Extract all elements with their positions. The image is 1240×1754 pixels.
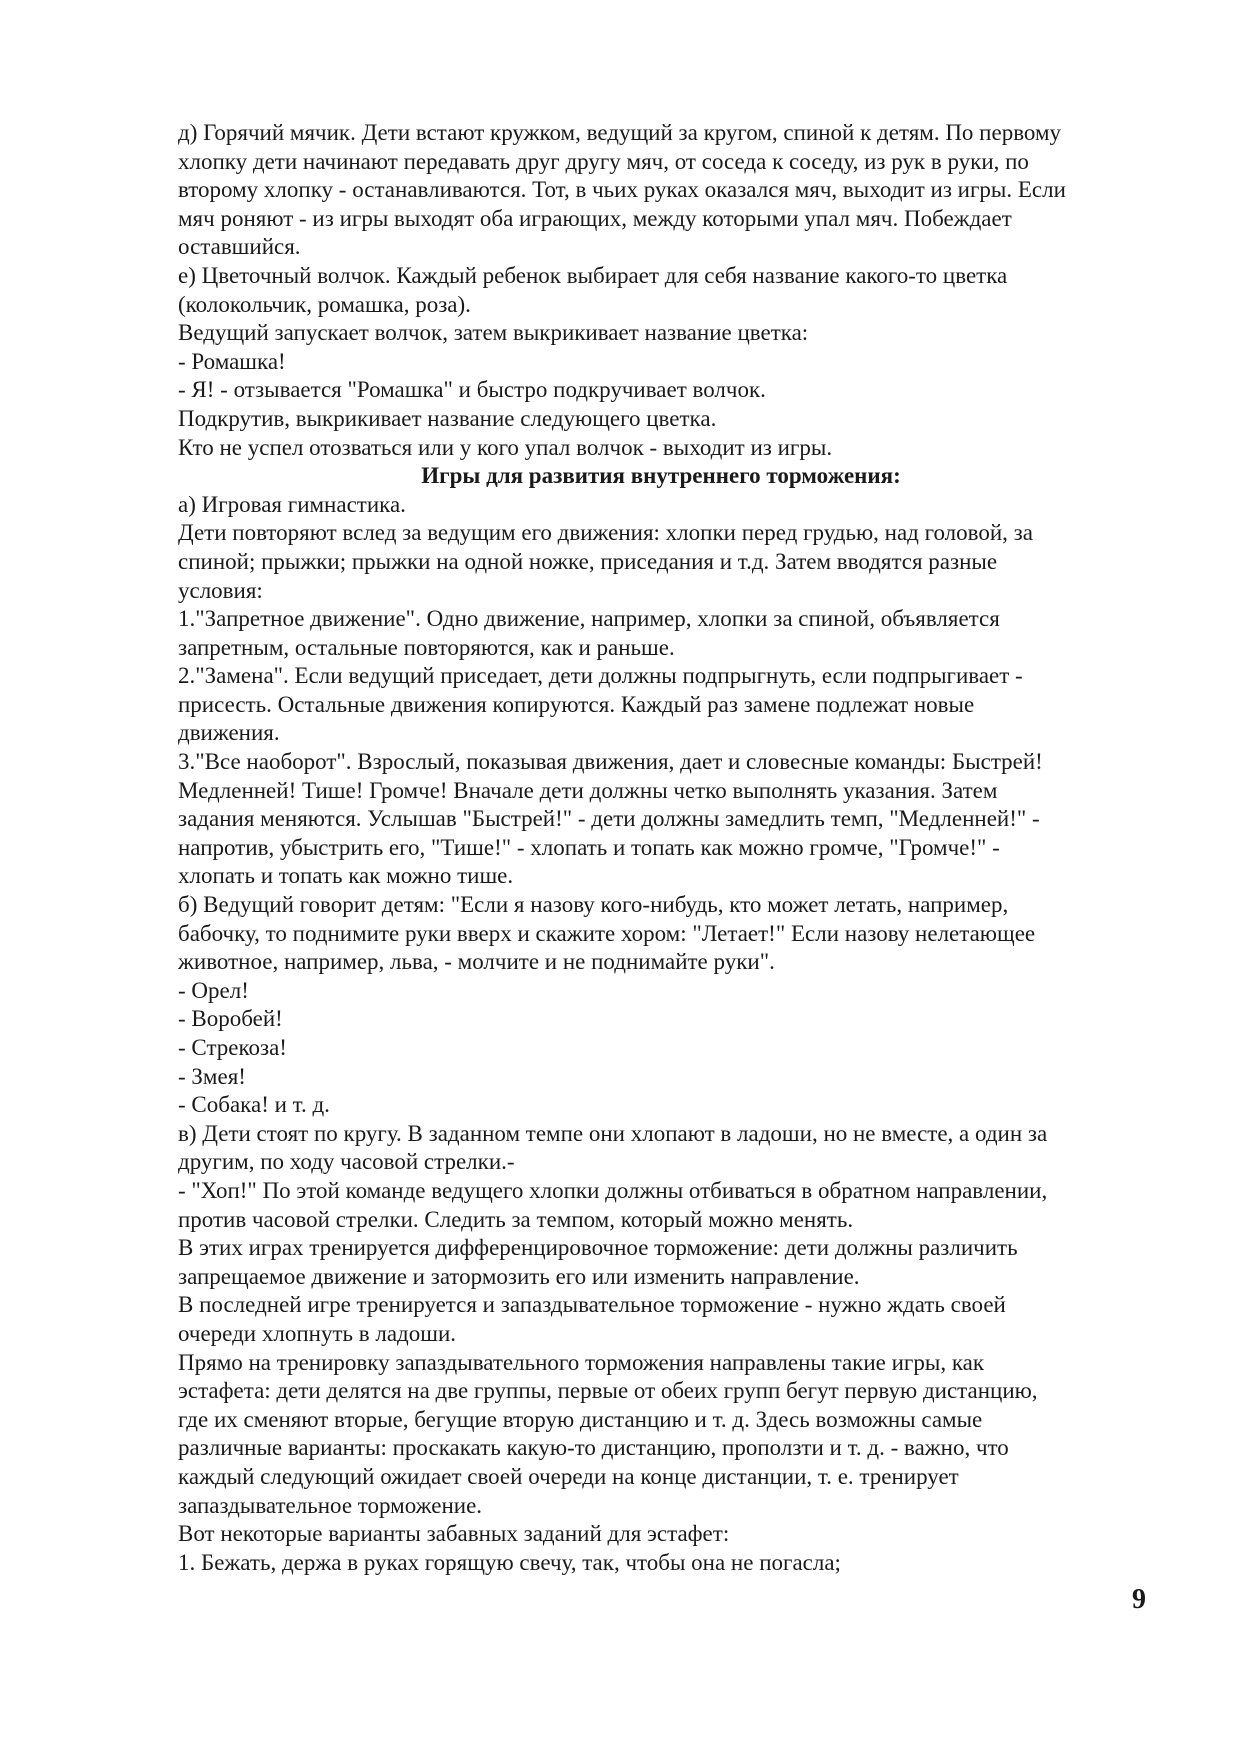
text-line: - Орел! (178, 977, 249, 1003)
text-line: присесть. Остальные движения копируются. Каждый раз замене подлежат новые (178, 691, 975, 717)
text-line: а) Игровая гимнастика. (178, 491, 406, 517)
text-line: Вот некоторые варианты забавных заданий для эстафет: (178, 1521, 730, 1547)
text-line: животное, например, льва, - молчите и не поднимайте руки". (178, 949, 775, 975)
text-line: спиной; прыжки; прыжки на одной ножке, приседания и т.д. Затем вводятся разные (178, 548, 998, 574)
text-line: движения. (178, 720, 280, 746)
text-line: д) Горячий мячик. Дети встают кружком, ведущий за кругом, спиной к детям. По первому (178, 120, 1062, 145)
section-heading: Игры для развития внутреннего торможения: (421, 463, 901, 489)
text-line: Дети повторяют вслед за ведущим его движения: хлопки перед грудью, над головой, за (178, 520, 1033, 546)
text-line: - Я! - отзывается "Ромашка" и быстро подкручивает волчок. (178, 377, 766, 403)
text-line: - "Хоп!" По этой команде ведущего хлопки должны отбиваться в обратном направлении, (178, 1177, 1048, 1203)
text-line: где их сменяют вторые, бегущие вторую дистанцию и т. д. Здесь возможны самые (178, 1406, 983, 1432)
text-line: Ведущий запускает волчок, затем выкрикивает название цветка: (178, 320, 809, 346)
text-line: е) Цветочный волчок. Каждый ребенок выбирает для себя название какого-то цветка (178, 262, 1008, 288)
text-line: - Змея! (178, 1063, 246, 1089)
text-line: Медленней! Тише! Громче! Вначале дети должны четко выполнять указания. Затем (178, 777, 998, 803)
text-line: оставшийся. (178, 234, 301, 260)
text-line: каждый следующий ожидает своей очереди на конце дистанции, т. е. тренирует (178, 1463, 959, 1489)
text-line: 1. Бежать, держа в руках горящую свечу, так, чтобы она не погасла; (178, 1549, 841, 1575)
text-line: хлопать и топать как можно тише. (178, 863, 514, 889)
text-line: другим, по ходу часовой стрелки.- (178, 1149, 515, 1175)
text-line: - Ромашка! (178, 348, 286, 374)
text-line: 2."Замена". Если ведущий приседает, дети должны подпрыгнуть, если подпрыгивает - (178, 663, 1023, 689)
page-number: 9 (1132, 1584, 1146, 1615)
text-line: хлопку дети начинают передавать друг другу мяч, от соседа к соседу, из рук в руки, по (178, 148, 1029, 174)
text-line: Подкрутив, выкрикивает название следующего цветка. (178, 405, 717, 431)
text-line: - Воробей! (178, 1006, 283, 1032)
text-line: бабочку, то поднимите руки вверх и скажите хором: "Летает!" Если назову нелетающее (178, 920, 1036, 946)
text-line: б) Ведущий говорит детям: "Если я назову кого-нибудь, кто может летать, например, (178, 892, 1009, 918)
text-line: условия: (178, 577, 263, 603)
text-line: второму хлопку - останавливаются. Тот, в чьих руках оказался мяч, выходит из игры. Если (178, 177, 1066, 203)
text-line: (колокольчик, ромашка, роза). (178, 291, 471, 317)
text-line: 3."Все наоборот". Взрослый, показывая движения, дает и словесные команды: Быстрей! (178, 749, 1043, 775)
text-line: - Стрекоза! (178, 1035, 287, 1060)
text-line: В последней игре тренируется и запаздывательное торможение - нужно ждать своей (178, 1292, 1006, 1318)
text-line: запретным, остальные повторяются, как и раньше. (178, 634, 675, 660)
text-line: Кто не успел отозваться или у кого упал волчок - выходит из игры. (178, 434, 833, 460)
text-block-top (178, 119, 1144, 462)
text-line: против часовой стрелки. Следить за темпом, который можно менять. (178, 1206, 854, 1232)
body-text (178, 119, 1144, 1577)
text-line: запрещаемое движение и затормозить его или изменить направление. (178, 1263, 860, 1289)
text-line: напротив, убыстрить его, "Тише!" - хлопать и топать как можно громче, "Громче!" - (178, 834, 1000, 860)
text-line: различные варианты: проскакать какую-то дистанцию, проползти и т. д. - важно, что (178, 1435, 1009, 1461)
text-line: очереди хлопнуть в ладоши. (178, 1320, 456, 1346)
text-line: мяч роняют - из игры выходят оба играющих, между которыми упал мяч. Побеждает (178, 205, 1012, 231)
text-line: в) Дети стоят по кругу. В заданном темпе они хлопают в ладоши, но не вместе, а один за (178, 1120, 1048, 1146)
text-line: В этих играх тренируется дифференцировочное торможение: дети должны различить (178, 1235, 1018, 1261)
text-line: Прямо на тренировку запаздывательного торможения направлены такие игры, как (178, 1349, 985, 1375)
text-line: эстафета: дети делятся на две группы, первые от обеих групп бегут первую дистанцию, (178, 1378, 1038, 1404)
text-line: 1."Запретное движение". Одно движение, например, хлопки за спиной, объявляется (178, 606, 1000, 632)
text-line: - Собака! и т. д. (178, 1092, 330, 1118)
text-block-bottom (178, 491, 1144, 1578)
text-line: задания меняются. Услышав "Быстрей!" - дети должны замедлить темп, "Медленней!" - (178, 806, 1040, 832)
text-line: запаздывательное торможение. (178, 1492, 483, 1518)
